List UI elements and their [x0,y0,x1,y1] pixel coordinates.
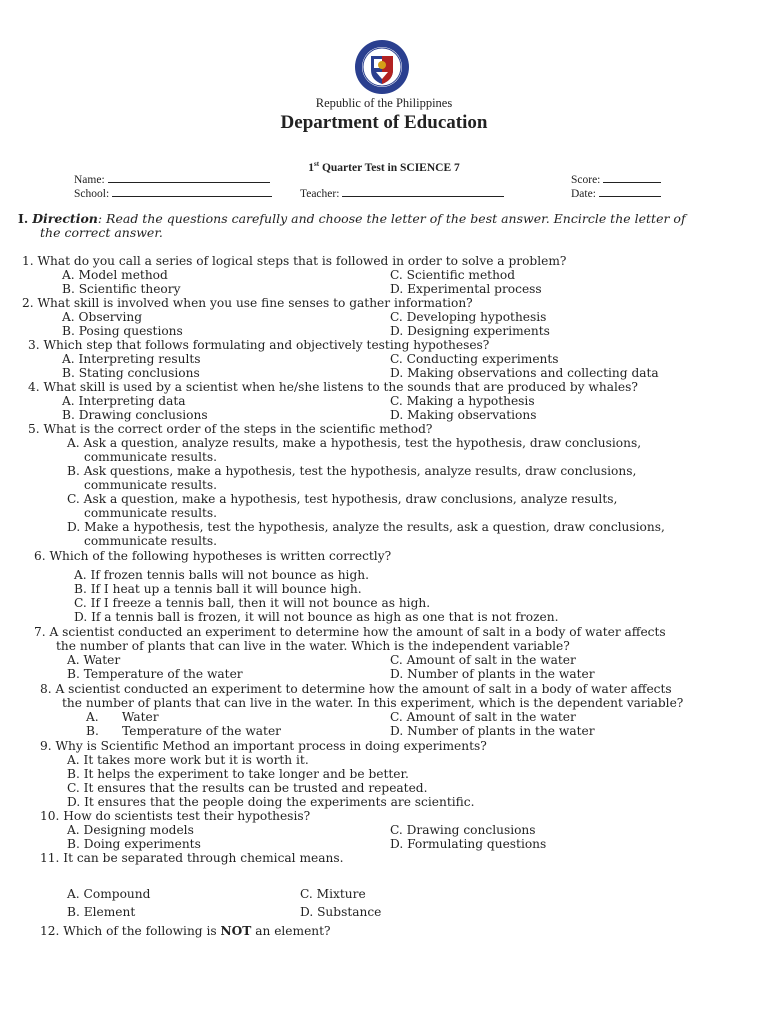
question-8: 8. A scientist conducted an experiment to determine how the amount of salt in a body of water affects [40,682,672,696]
q2-choice-c[interactable]: C. Developing hypothesis [390,310,547,324]
q7-choice-c[interactable]: C. Amount of salt in the water [390,653,576,667]
q7-choice-a[interactable]: A. Water [67,653,121,667]
q6-choice-a[interactable]: A. If frozen tennis balls will not bounce as high. [74,568,369,582]
q2-choice-a[interactable]: A. Observing [62,310,143,324]
teacher-label: Teacher: [300,188,340,200]
question-5: 5. What is the correct order of the steps in the scientific method? [28,422,433,436]
q7-choice-d[interactable]: D. Number of plants in the water [390,667,595,681]
q4-choice-b[interactable]: B. Drawing conclusions [62,408,208,422]
q10-choice-b[interactable]: B. Doing experiments [67,837,201,851]
q2-choice-d[interactable]: D. Designing experiments [390,324,550,338]
q5-choice-c-cont: communicate results. [84,506,218,520]
deped-seal-icon [343,38,421,96]
teacher-blank[interactable] [342,186,504,197]
q5-choice-a[interactable]: A. Ask a question, analyze results, make a hypothesis, test the hypothesis, draw conclusions, [67,436,642,450]
q5-choice-d-cont: communicate results. [84,534,218,548]
q7-choice-b[interactable]: B. Temperature of the water [67,667,243,681]
school-label: School: [74,188,110,200]
school-field [74,186,272,200]
question-3: 3. Which step that follows formulating and objectively testing hypotheses? [28,338,490,352]
question-6: 6. Which of the following hypotheses is written correctly? [34,549,392,563]
q11-choice-d[interactable]: D. Substance [300,905,382,919]
q1-choice-c[interactable]: C. Scientific method [390,268,516,282]
q4-choice-c[interactable]: C. Making a hypothesis [390,394,535,408]
q1-choice-a[interactable]: A. Model method [62,268,168,282]
q11-choice-c[interactable]: C. Mixture [300,887,366,901]
q8-choice-c[interactable]: C. Amount of salt in the water [390,710,576,724]
q2-choice-b[interactable]: B. Posing questions [62,324,183,338]
q6-choice-c[interactable]: C. If I freeze a tennis ball, then it will not bounce as high. [74,596,431,610]
direction-text-2: the correct answer. [40,225,163,240]
question-11: 11. It can be separated through chemical means. [40,851,344,865]
q5-choice-b[interactable]: B. Ask questions, make a hypothesis, test the hypothesis, analyze results, draw conclusions, [67,464,637,478]
score-label: Score: [571,174,601,186]
direction-label: Direction [32,211,98,226]
question-12-text-end: an element? [251,924,331,938]
date-blank[interactable] [599,186,661,197]
name-blank[interactable] [108,172,270,183]
direction-block [18,212,738,240]
question-8-cont: the number of plants that can live in the water. In this experiment, which is the dependent variable? [62,696,684,710]
name-field [74,172,270,186]
department-title: Department of Education [280,112,488,133]
name-label: Name: [74,174,105,186]
q3-choice-d[interactable]: D. Making observations and collecting data [390,366,659,380]
question-7-cont: the number of plants that can live in the water. Which is the independent variable? [56,639,570,653]
q5-choice-d[interactable]: D. Make a hypothesis, test the hypothesis, analyze the results, ask a question, draw conclusions, [67,520,665,534]
question-9: 9. Why is Scientific Method an important process in doing experiments? [40,739,487,753]
question-10: 10. How do scientists test their hypothesis? [40,809,311,823]
section-number: I. [18,211,29,226]
test-title: 1st Quarter Test in SCIENCE 7 [308,160,460,174]
q6-choice-b[interactable]: B. If I heat up a tennis ball it will bounce high. [74,582,362,596]
q5-choice-b-cont: communicate results. [84,478,218,492]
q10-choice-d[interactable]: D. Formulating questions [390,837,547,851]
q8-choice-a[interactable]: A. Water [86,710,159,724]
question-7: 7. A scientist conducted an experiment to determine how the amount of salt in a body of water affects [34,625,666,639]
date-label: Date: [571,188,596,200]
q8-choice-d[interactable]: D. Number of plants in the water [390,724,595,738]
q5-choice-c[interactable]: C. Ask a question, make a hypothesis, test hypothesis, draw conclusions, analyze results, [67,492,618,506]
q1-choice-b[interactable]: B. Scientific theory [62,282,181,296]
score-blank[interactable] [603,172,661,183]
q11-choice-a[interactable]: A. Compound [67,887,151,901]
q10-choice-c[interactable]: C. Drawing conclusions [390,823,536,837]
q5-choice-a-cont: communicate results. [84,450,218,464]
q3-choice-a[interactable]: A. Interpreting results [62,352,201,366]
q9-choice-b[interactable]: B. It helps the experiment to take longer and be better. [67,767,409,781]
q8-choice-b[interactable]: B. Temperature of the water [86,724,281,738]
q6-choice-d[interactable]: D. If a tennis ball is frozen, it will not bounce as high as one that is not frozen. [74,610,559,624]
question-2: 2. What skill is involved when you use fine senses to gather information? [22,296,473,310]
q1-choice-d[interactable]: D. Experimental process [390,282,542,296]
question-12-emphasis: NOT [220,924,252,938]
score-field [571,172,661,186]
q9-choice-a[interactable]: A. It takes more work but it is worth it. [67,753,309,767]
question-12-text: 12. Which of the following is [40,924,221,938]
teacher-field [300,186,504,200]
direction-text-1: : Read the questions carefully and choose the letter of the best answer. Encircle the letter of [97,211,686,226]
q11-choice-b[interactable]: B. Element [67,905,136,919]
question-1: 1. What do you call a series of logical steps that is followed in order to solve a problem? [22,254,567,268]
q3-choice-c[interactable]: C. Conducting experiments [390,352,559,366]
question-12 [40,924,331,938]
q4-choice-d[interactable]: D. Making observations [390,408,537,422]
q3-choice-b[interactable]: B. Stating conclusions [62,366,200,380]
republic-heading: Republic of the Philippines [315,96,453,110]
q9-choice-d[interactable]: D. It ensures that the people doing the experiments are scientific. [67,795,475,809]
q10-choice-a[interactable]: A. Designing models [67,823,194,837]
school-blank[interactable] [112,186,272,197]
date-field [571,186,661,200]
question-4: 4. What skill is used by a scientist when he/she listens to the sounds that are produced by whales? [28,380,638,394]
q4-choice-a[interactable]: A. Interpreting data [62,394,186,408]
q9-choice-c[interactable]: C. It ensures that the results can be trusted and repeated. [67,781,428,795]
